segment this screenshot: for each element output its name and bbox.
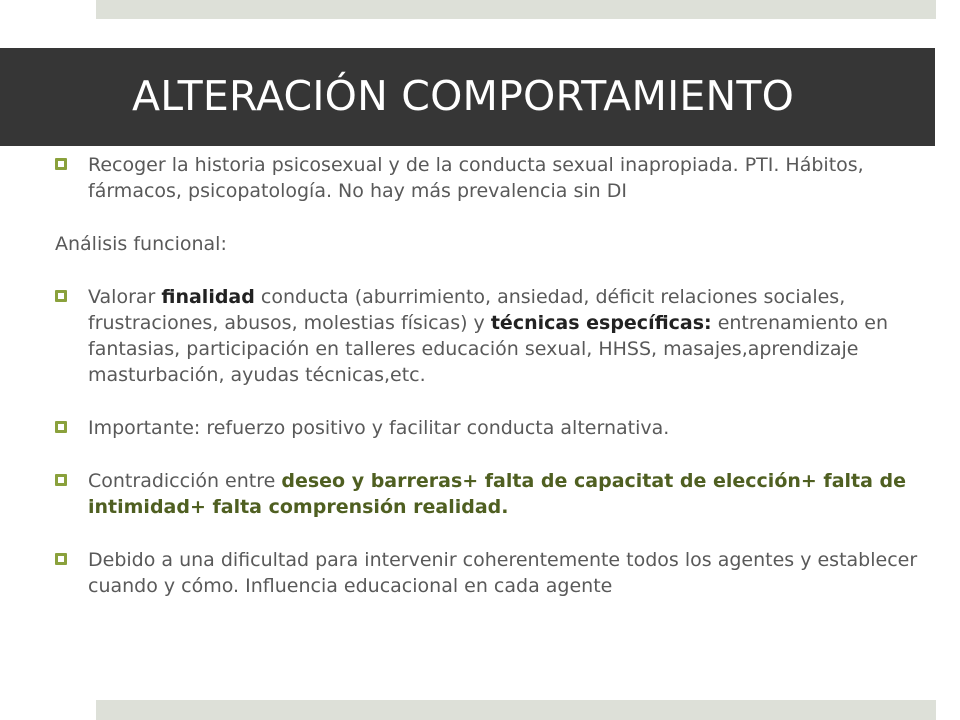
bullet-difficulty-text: Debido a una dificultad para intervenir coherentemente todos los agentes y establecer cuando y cómo. Influencia educacional en cada agente	[88, 549, 918, 597]
bullet-important-text: Importante: refuerzo positivo y facilitar conducta alternativa.	[88, 417, 670, 439]
top-decorative-band	[96, 0, 936, 19]
bullet-history-text: Recoger la historia psicosexual y de la conducta sexual inapropiada. PTI. Hábitos, fármacos, psicopatología. No hay más prevalencia sin DI	[88, 154, 864, 202]
bullet-assess-bold-tecnicas: técnicas específicas:	[490, 312, 712, 334]
square-bullet-icon	[55, 421, 67, 433]
bullet-assess	[55, 284, 935, 388]
bullet-assess-text-2: conducta (aburrimiento, ansiedad, déficit relaciones sociales, frustraciones, abusos, molestias físicas) y	[88, 286, 846, 334]
bullet-assess-text-1: Valorar	[88, 286, 162, 308]
functional-analysis-label: Análisis funcional:	[55, 233, 227, 255]
bullet-assess-text-3: entrenamiento en fantasias, participación en talleres educación sexual, HHSS, masajes,aprendizaje masturbación, ayudas técnicas,etc.	[88, 312, 889, 386]
bullet-assess-bold-finalidad: finalidad	[161, 286, 255, 308]
square-bullet-icon	[55, 290, 67, 302]
square-bullet-icon	[55, 474, 67, 486]
slide-title: ALTERACIÓN COMPORTAMIENTO	[132, 72, 795, 120]
slide-content	[55, 152, 935, 626]
square-bullet-icon	[55, 553, 67, 565]
bullet-history	[55, 152, 935, 204]
bullet-important	[55, 415, 935, 441]
bullet-contradiction-bold: deseo y barreras+ falta de capacitat de elección+ falta de intimidad+ falta comprensión realidad.	[88, 470, 907, 518]
bottom-decorative-band	[96, 700, 936, 720]
bullet-contradiction-text: Contradicción entre	[88, 470, 282, 492]
bullet-contradiction	[55, 468, 935, 520]
square-bullet-icon	[55, 158, 67, 170]
bullet-difficulty	[55, 547, 935, 599]
